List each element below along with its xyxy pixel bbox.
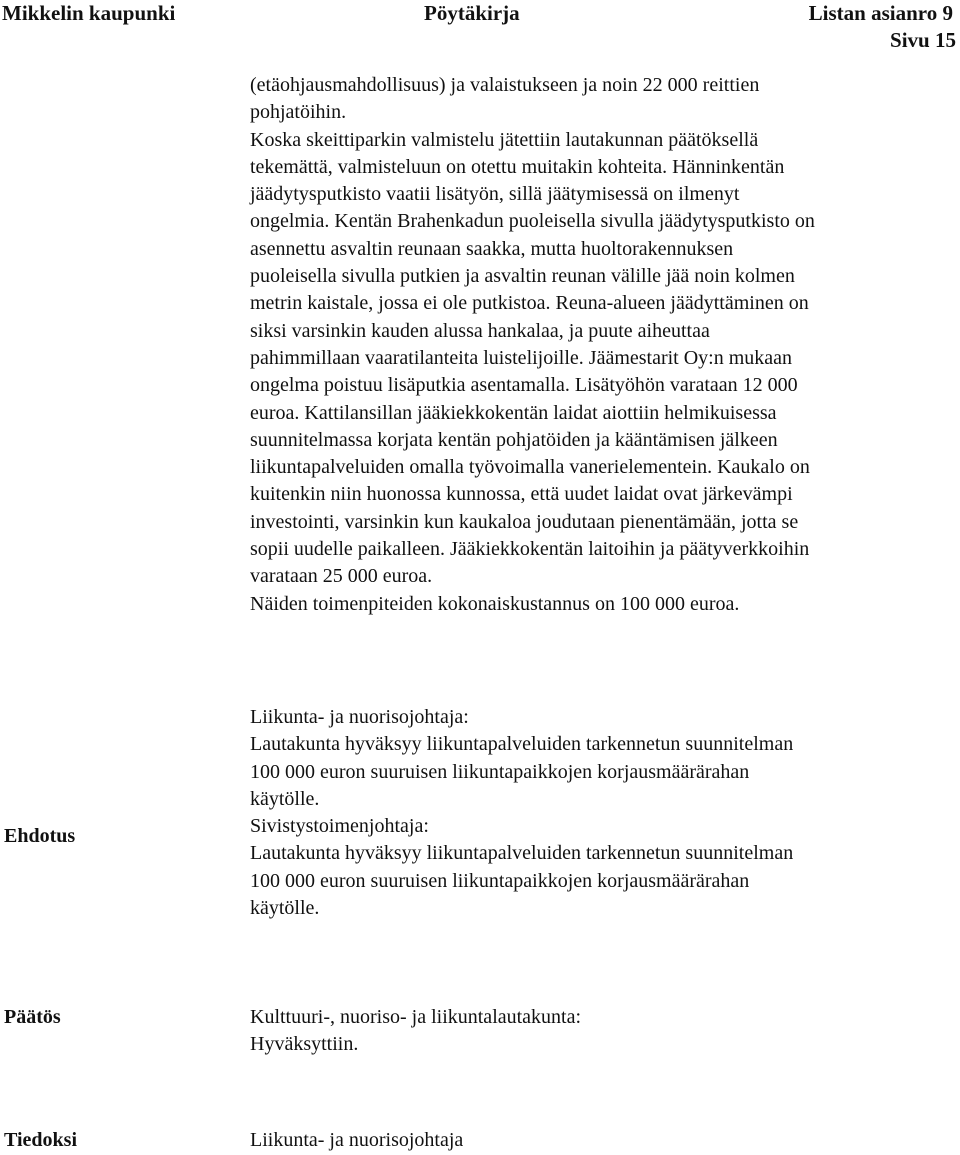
text-line: kuitenkin niin huonossa kunnossa, että uudet laidat ovat järkevämpi: [250, 483, 793, 506]
text-line: puoleisella sivulla putkien ja asvaltin reunan välille jää noin kolmen: [250, 265, 795, 288]
proposal-line: käytölle.: [250, 787, 320, 810]
text-line: euroa. Kattilansillan jääkiekkokentän laidat aiottiin helmikuisessa: [250, 401, 777, 424]
text-line: Koska skeittiparkin valmistelu jätettiin lautakunnan päätöksellä: [250, 128, 759, 151]
tiedoksi-section: [250, 1127, 463, 1154]
text-line: pahimmillaan vaaratilanteita luistelijoille. Jäämestarit Oy:n mukaan: [250, 346, 793, 369]
main-paragraph: [250, 72, 950, 618]
text-line: Näiden toimenpiteiden kokonaiskustannus on 100 000 euroa.: [250, 592, 740, 615]
text-line: ongelma poistuu lisäputkia asentamalla. Lisätyöhön varataan 12 000: [250, 374, 798, 397]
text-line: asennettu asvaltin reunaan saakka, mutta huoltorakennuksen: [250, 237, 734, 260]
text-line: pohjatöihin.: [250, 101, 347, 124]
organization-name: Mikkelin kaupunki: [2, 1, 176, 25]
decision-body: Kulttuuri-, nuoriso- ja liikuntalautakunta:: [250, 1006, 582, 1028]
proposer-heading: Liikunta- ja nuorisojohtaja:: [250, 706, 469, 728]
text-line: (etäohjausmahdollisuus) ja valaistukseen ja noin 22 000 reittien: [250, 74, 760, 96]
proposal-line: 100 000 euron suuruisen liikuntapaikkojen korjausmäärärahan: [250, 869, 750, 892]
text-line: tekemättä, valmisteluun on otettu muitakin kohteita. Hänninkentän: [250, 155, 785, 178]
decision-text: Hyväksyttiin.: [250, 1033, 359, 1056]
text-line: varataan 25 000 euroa.: [250, 565, 433, 588]
text-line: ongelmia. Kentän Brahenkadun puoleisella sivulla jäädytysputkisto on: [250, 210, 815, 233]
text-line: jäädytysputkisto vaatii lisätyön, sillä jäätymisessä on ilmenyt: [250, 183, 740, 206]
document-type: Pöytäkirja: [424, 1, 520, 25]
text-line: liikuntapalveluiden omalla työvoimalla vanerielementein. Kaukalo on: [250, 456, 810, 479]
proposer-heading: Sivistystoimenjohtaja:: [250, 815, 429, 838]
proposal-line: Lautakunta hyväksyy liikuntapalveluiden tarkennetun suunnitelman: [250, 842, 794, 865]
ehdotus-label: Ehdotus: [4, 825, 76, 847]
ehdotus-section: [250, 704, 793, 922]
text-line: sopii uudelle paikalleen. Jääkiekkokentän laitoihin ja päätyverkkoihin: [250, 538, 810, 561]
paatos-section: [250, 1004, 581, 1059]
proposal-line: 100 000 euron suuruisen liikuntapaikkojen korjausmäärärahan: [250, 760, 750, 783]
proposal-line: käytölle.: [250, 897, 320, 920]
agenda-item-number: Listan asianro 9: [808, 1, 953, 25]
tiedoksi-label: Tiedoksi: [4, 1129, 77, 1151]
text-line: metrin kaistale, jossa ei ole putkistoa. Reuna-alueen jäädyttäminen on: [250, 292, 809, 315]
paatos-label: Päätös: [4, 1006, 61, 1028]
text-line: siksi varsinkin kauden alussa hankalaa, ja puute aiheuttaa: [250, 319, 710, 342]
text-line: suunnitelmassa korjata kentän pohjatöiden ja kääntämisen jälkeen: [250, 428, 778, 451]
text-line: investointi, varsinkin kun kaukaloa joudutaan pienentämään, jotta se: [250, 510, 799, 533]
recipient: Liikunta- ja nuorisojohtaja: [250, 1129, 464, 1151]
page-number: Sivu 15: [890, 28, 956, 52]
proposal-line: Lautakunta hyväksyy liikuntapalveluiden tarkennetun suunnitelman: [250, 733, 794, 756]
